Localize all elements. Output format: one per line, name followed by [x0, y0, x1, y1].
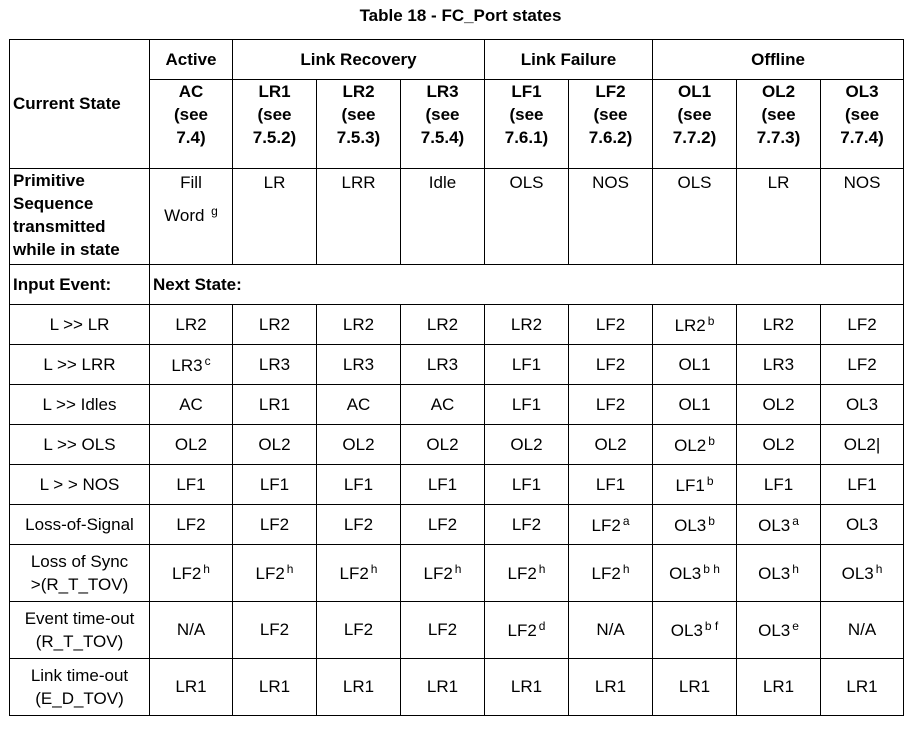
next-state-value: LR1 — [426, 677, 459, 696]
state-name: LR2 — [342, 82, 375, 101]
next-state-cell — [401, 505, 485, 545]
next-state-cell — [233, 505, 317, 545]
group-header-row — [10, 40, 904, 80]
state-see: (see — [593, 105, 628, 124]
state-ref: 7.4) — [176, 128, 206, 147]
next-state-cell — [233, 465, 317, 505]
next-state-cell — [317, 602, 401, 659]
event-row — [10, 425, 904, 465]
next-state-cell — [150, 659, 233, 716]
event-row — [10, 465, 904, 505]
next-state-value: LF1 — [259, 474, 290, 494]
state-see: (see — [509, 105, 544, 124]
next-state-cell — [150, 465, 233, 505]
next-state-cell — [317, 305, 401, 345]
state-header-cell — [150, 80, 233, 169]
next-state-value: LF1 — [176, 474, 206, 494]
event-row — [10, 385, 904, 425]
next-state-cell — [485, 425, 569, 465]
next-state-cell — [233, 545, 317, 602]
next-state-value: OL2 — [258, 434, 291, 454]
next-state-cell — [737, 345, 821, 385]
state-see: (see — [845, 105, 880, 124]
event-row — [10, 545, 904, 602]
primitive-cell: OLS — [485, 169, 569, 265]
next-state-cell — [569, 659, 653, 716]
next-state-value: OL2 — [342, 434, 375, 454]
footnote-ref: a — [622, 513, 630, 528]
next-state-cell — [569, 425, 653, 465]
next-state-value: LF2 — [511, 514, 542, 534]
primitive-cell: LR — [233, 169, 317, 265]
state-name: LF1 — [511, 82, 542, 101]
next-state-value: AC — [346, 394, 371, 414]
primitive-label — [10, 169, 150, 265]
primitive-cell: NOS — [821, 169, 904, 265]
next-state-value: N/A — [176, 620, 206, 639]
state-header-cell — [569, 80, 653, 169]
state-header-cell — [233, 80, 317, 169]
state-name: LR3 — [426, 82, 459, 101]
fill-word-line2 — [153, 197, 229, 230]
footnote-ref: h — [622, 562, 630, 576]
next-state-cell — [821, 465, 904, 505]
next-state-cell — [737, 602, 821, 659]
table-body — [10, 40, 904, 716]
next-state-cell — [317, 425, 401, 465]
footnote-ref: h — [370, 562, 378, 576]
next-state-value: LR2 — [674, 315, 706, 335]
footnote-ref: e — [792, 619, 799, 633]
next-state-value: LF2 — [507, 621, 537, 640]
next-state-cell — [317, 505, 401, 545]
state-see: (see — [257, 105, 292, 124]
state-name: AC — [178, 82, 204, 101]
footnote-g: g — [211, 204, 218, 218]
footnote-ref: b — [706, 473, 714, 488]
next-state-value: LF2 — [427, 514, 458, 534]
next-state-cell — [150, 545, 233, 602]
next-state-value: LR1 — [175, 677, 207, 696]
next-state-cell — [737, 425, 821, 465]
next-state-value: OL3 — [758, 564, 791, 583]
event-label — [10, 505, 150, 545]
next-state-cell — [401, 659, 485, 716]
footnote-ref: h — [875, 562, 883, 576]
next-state-value: OL2 — [762, 394, 795, 414]
next-state-cell — [401, 425, 485, 465]
event-label-line1: Link time-out — [30, 666, 129, 685]
next-state-value: LR1 — [510, 677, 543, 696]
next-state-value: LR1 — [846, 677, 878, 696]
fc-port-states-table — [9, 39, 904, 716]
fill-word-text: Word — [164, 206, 205, 225]
next-state-value: LR3 — [342, 354, 375, 374]
footnote-ref: b — [707, 313, 715, 328]
next-state-value: LR3 — [762, 354, 795, 374]
next-state-label: Next State: — [150, 265, 904, 305]
next-state-cell — [317, 545, 401, 602]
primitive-label-line: Sequence — [13, 194, 94, 213]
event-label — [10, 305, 150, 345]
next-state-cell — [317, 465, 401, 505]
state-header-cell — [401, 80, 485, 169]
next-state-cell — [653, 425, 737, 465]
next-state-cell — [485, 345, 569, 385]
event-label-line1: L >> LRR — [43, 355, 116, 374]
next-state-cell — [821, 505, 904, 545]
primitive-cell: Idle — [401, 169, 485, 265]
next-state-cell — [569, 345, 653, 385]
primitive-cell: NOS — [569, 169, 653, 265]
next-state-value: LR1 — [678, 677, 711, 696]
footnote-ref: h — [286, 562, 294, 576]
next-state-cell — [569, 505, 653, 545]
event-label — [10, 425, 150, 465]
next-state-value: OL2 — [762, 434, 795, 454]
event-label-line1: Loss-of-Signal — [25, 515, 134, 534]
next-state-cell — [821, 345, 904, 385]
state-header-cell — [317, 80, 401, 169]
next-state-cell — [653, 659, 737, 716]
state-ref: 7.7.4) — [840, 128, 884, 147]
next-state-value: OL3 — [669, 564, 702, 583]
next-state-value: LR2 — [762, 314, 795, 334]
next-state-value: LR3 — [426, 354, 459, 374]
next-state-value: OL2 — [174, 434, 208, 454]
next-state-value: LR1 — [594, 677, 627, 696]
next-state-value: AC — [179, 394, 203, 414]
event-label-line1: Event time-out — [24, 609, 135, 628]
next-state-cell — [821, 385, 904, 425]
next-state-value: LF1 — [847, 474, 877, 494]
next-state-cell — [485, 505, 569, 545]
next-state-value: OL1 — [678, 354, 711, 374]
next-state-cell — [233, 602, 317, 659]
next-state-cell — [233, 385, 317, 425]
state-name: OL1 — [677, 82, 712, 101]
next-state-cell — [653, 545, 737, 602]
next-state-value: LF1 — [511, 354, 542, 374]
next-state-value: LR3 — [258, 354, 291, 374]
next-state-cell — [821, 425, 904, 465]
next-state-cell — [150, 345, 233, 385]
primitive-cell: LR — [737, 169, 821, 265]
event-label-line2: (R_T_TOV) — [35, 632, 124, 651]
footnote-ref: h — [792, 562, 799, 576]
next-state-cell — [150, 305, 233, 345]
next-state-cell — [485, 465, 569, 505]
next-state-cell — [401, 345, 485, 385]
next-state-value: OL3 — [841, 564, 874, 583]
next-state-cell — [150, 505, 233, 545]
next-state-value: LF2 — [255, 564, 285, 583]
next-state-value: LF2 — [427, 620, 458, 639]
input-event-label: Input Event: — [10, 265, 150, 305]
next-state-cell — [569, 602, 653, 659]
next-state-value: LR3 — [171, 355, 203, 375]
next-state-value: N/A — [596, 620, 625, 639]
next-state-cell — [821, 545, 904, 602]
footnote-ref: d — [538, 619, 546, 633]
state-ref: 7.6.1) — [504, 128, 549, 147]
next-state-cell — [737, 659, 821, 716]
event-label — [10, 385, 150, 425]
event-label-line2: >(R_T_TOV) — [30, 575, 129, 594]
state-ref: 7.7.3) — [756, 128, 801, 147]
state-ref: 7.7.2) — [672, 128, 717, 147]
primitive-label-line: while in state — [13, 240, 120, 259]
next-state-cell — [401, 305, 485, 345]
event-label-line1: L >> Idles — [42, 395, 117, 414]
next-state-value: LR2 — [342, 314, 375, 334]
next-state-cell — [569, 545, 653, 602]
state-name: LF2 — [595, 82, 626, 101]
next-state-cell — [150, 425, 233, 465]
next-state-cell — [317, 385, 401, 425]
event-label-line1: L >> OLS — [43, 435, 116, 454]
state-see: (see — [761, 105, 796, 124]
footnote-ref: h — [538, 562, 546, 576]
next-state-cell — [401, 545, 485, 602]
next-state-value: LF1 — [595, 474, 626, 494]
event-label — [10, 465, 150, 505]
event-row — [10, 505, 904, 545]
event-label — [10, 602, 150, 659]
footnote-ref: a — [792, 513, 799, 528]
state-header-cell — [485, 80, 569, 169]
next-state-cell — [653, 305, 737, 345]
next-state-value: LF1 — [427, 474, 458, 494]
state-name: OL3 — [845, 82, 879, 101]
primitive-cell: OLS — [653, 169, 737, 265]
state-name: LR1 — [258, 82, 291, 101]
next-state-cell — [401, 385, 485, 425]
next-state-value: LF1 — [511, 474, 542, 494]
next-state-value: LF1 — [763, 474, 794, 494]
next-state-cell — [653, 385, 737, 425]
next-state-value: LF2 — [343, 514, 374, 534]
next-state-value: OL3 — [670, 621, 703, 640]
next-state-cell — [569, 305, 653, 345]
state-see: (see — [173, 105, 209, 124]
next-state-value: LF2 — [423, 564, 453, 583]
event-label-line1: Loss of Sync — [30, 552, 129, 571]
group-offline: Offline — [653, 40, 904, 80]
next-state-value: LR2 — [258, 314, 291, 334]
current-state-label: Current State — [10, 40, 150, 169]
next-state-cell — [233, 305, 317, 345]
footnote-ref: b h — [703, 562, 720, 576]
event-row — [10, 305, 904, 345]
primitive-label-line: transmitted — [13, 217, 106, 236]
next-state-cell — [233, 425, 317, 465]
next-state-cell — [317, 659, 401, 716]
next-state-value: LF2 — [507, 564, 537, 583]
group-link-failure: Link Failure — [485, 40, 653, 80]
next-state-value: LF2 — [595, 354, 626, 374]
next-state-value: LF2 — [847, 354, 877, 374]
next-state-cell — [821, 659, 904, 716]
next-state-value: OL2 — [594, 434, 627, 454]
state-ref: 7.6.2) — [588, 128, 633, 147]
group-link-recovery: Link Recovery — [233, 40, 485, 80]
group-active: Active — [150, 40, 233, 80]
next-state-value: LR1 — [258, 394, 291, 414]
next-state-value: LF2 — [595, 394, 626, 414]
next-state-value: LF2 — [591, 515, 621, 535]
next-state-value: LR2 — [426, 314, 459, 334]
next-state-cell — [569, 465, 653, 505]
footnote-ref: b — [708, 433, 715, 448]
next-state-cell — [233, 659, 317, 716]
state-see: (see — [677, 105, 712, 124]
next-state-cell — [737, 465, 821, 505]
next-state-cell — [485, 385, 569, 425]
state-name: OL2 — [761, 82, 796, 101]
next-state-cell — [653, 505, 737, 545]
next-state-cell — [485, 545, 569, 602]
next-state-cell — [401, 465, 485, 505]
event-label-line2: (E_D_TOV) — [35, 689, 124, 708]
state-ref: 7.5.3) — [336, 128, 381, 147]
next-state-value: OL3 — [674, 515, 707, 535]
next-state-value: LR1 — [342, 677, 375, 696]
primitive-label-line: Primitive — [13, 171, 85, 190]
state-header-cell — [653, 80, 737, 169]
next-state-cell — [233, 345, 317, 385]
next-state-value: LF2 — [172, 564, 202, 583]
next-state-value: OL2 — [510, 434, 543, 454]
next-state-value: LF2 — [591, 564, 621, 583]
event-label-line1: L > > NOS — [39, 475, 120, 494]
next-state-value: OL3 — [845, 514, 879, 534]
next-state-cell — [653, 602, 737, 659]
event-row — [10, 602, 904, 659]
state-header-cell — [821, 80, 904, 169]
footnote-ref: b f — [704, 619, 719, 633]
next-state-value: LF2 — [343, 620, 374, 639]
footnote-ref: h — [454, 562, 462, 576]
next-state-cell — [737, 505, 821, 545]
next-state-cell — [821, 305, 904, 345]
next-state-cell — [737, 545, 821, 602]
next-state-cell — [150, 385, 233, 425]
next-state-value: OL2| — [843, 434, 881, 454]
next-state-value: LF1 — [675, 475, 705, 495]
next-state-cell — [569, 385, 653, 425]
footnote-ref: b — [708, 513, 715, 528]
next-state-cell — [653, 345, 737, 385]
state-see: (see — [425, 105, 460, 124]
table-title: Table 18 - FC_Port states — [359, 6, 562, 25]
next-state-value: LR2 — [175, 314, 207, 334]
next-state-cell — [317, 345, 401, 385]
next-state-cell — [737, 385, 821, 425]
state-ref: 7.5.2) — [252, 128, 297, 147]
next-state-value: OL3 — [758, 621, 791, 640]
event-row — [10, 659, 904, 716]
next-state-value: OL2 — [426, 434, 459, 454]
event-row — [10, 345, 904, 385]
next-state-value: LF2 — [259, 620, 290, 639]
event-label — [10, 659, 150, 716]
state-ref: 7.5.4) — [420, 128, 465, 147]
next-state-cell — [485, 305, 569, 345]
footnote-ref: c — [204, 353, 211, 368]
primitive-cell: LRR — [317, 169, 401, 265]
event-label — [10, 345, 150, 385]
primitive-ac — [150, 169, 233, 265]
next-state-value: OL3 — [845, 394, 879, 414]
state-header-cell — [737, 80, 821, 169]
primitive-row — [10, 169, 904, 265]
next-state-cell — [737, 305, 821, 345]
event-label — [10, 545, 150, 602]
next-state-value: LF2 — [259, 514, 290, 534]
next-state-value: LF1 — [343, 474, 374, 494]
next-state-value: AC — [430, 394, 455, 414]
next-state-value: OL3 — [758, 515, 791, 535]
next-state-value: OL1 — [678, 394, 711, 414]
fill-word-line1: Fill — [180, 173, 202, 192]
next-state-value: N/A — [847, 620, 877, 639]
next-state-value: LR1 — [762, 677, 795, 696]
next-state-cell — [150, 602, 233, 659]
next-state-value: LF1 — [511, 394, 542, 414]
next-state-cell — [821, 602, 904, 659]
next-state-value: OL2 — [674, 435, 707, 455]
next-state-cell — [653, 465, 737, 505]
next-state-cell — [401, 602, 485, 659]
next-state-cell — [485, 659, 569, 716]
event-label-line1: L >> LR — [49, 315, 110, 334]
next-state-value: LR2 — [510, 314, 543, 334]
next-state-cell — [485, 602, 569, 659]
next-state-value: LF2 — [339, 564, 369, 583]
next-state-value: LF2 — [176, 514, 206, 534]
footnote-ref: h — [203, 562, 210, 576]
next-state-value: LR1 — [258, 677, 291, 696]
state-see: (see — [341, 105, 376, 124]
input-event-row — [10, 265, 904, 305]
next-state-value: LF2 — [847, 314, 877, 334]
next-state-value: LF2 — [595, 314, 626, 334]
